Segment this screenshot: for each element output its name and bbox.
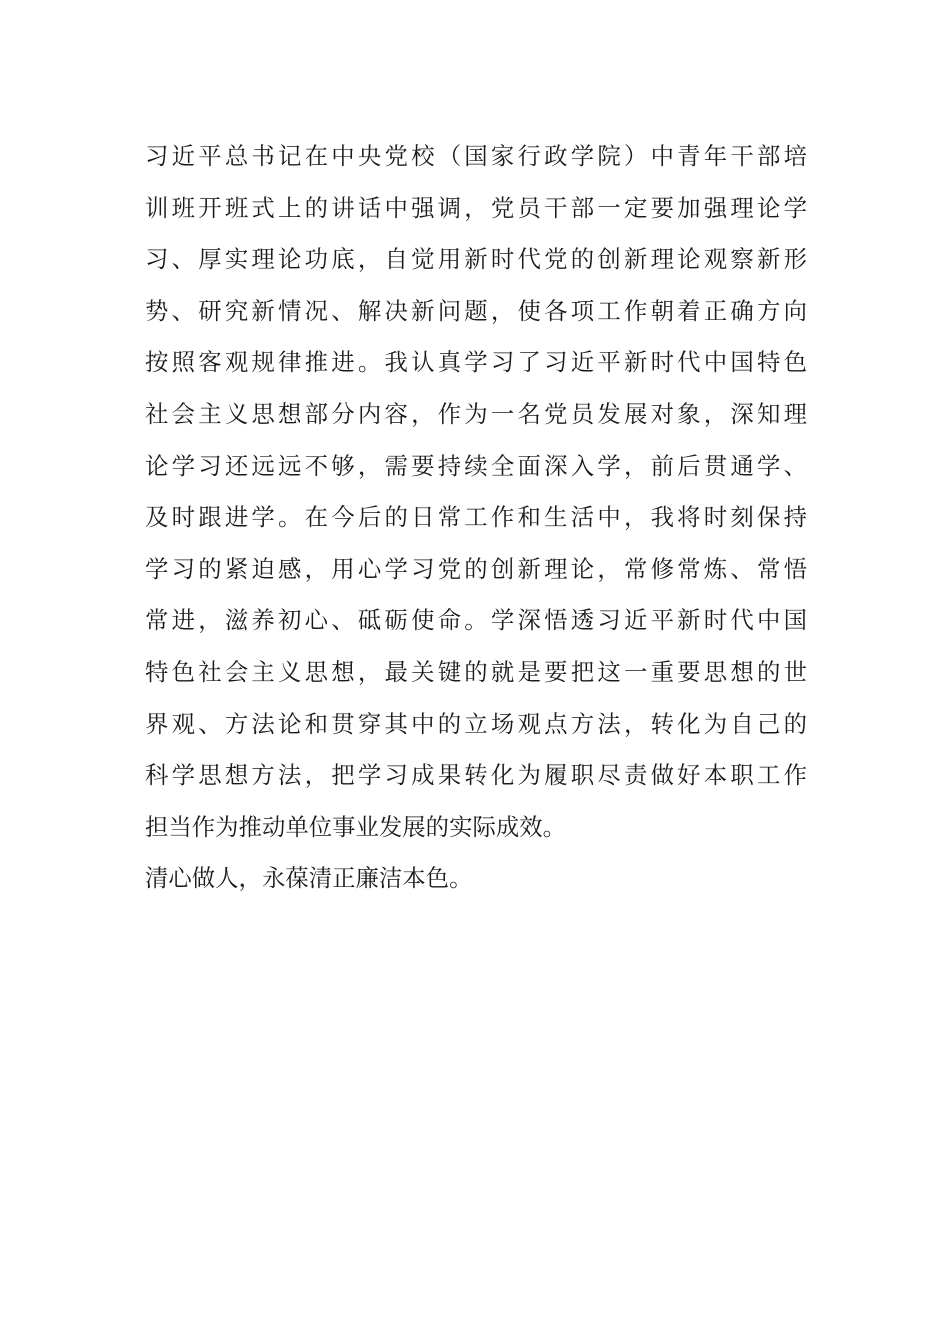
paragraph-integrity	[145, 853, 807, 905]
text-line: 社会主义思想部分内容，作为一名党员发展对象，深知理	[145, 399, 807, 428]
text-line: 论学习还远远不够，需要持续全面深入学，前后贯通学、	[145, 451, 807, 480]
text-line: 习、厚实理论功底，自觉用新时代党的创新理论观察新形	[145, 245, 807, 274]
text-line: 按照客观规律推进。我认真学习了习近平新时代中国特色	[145, 348, 807, 377]
text-line: 势、研究新情况、解决新问题，使各项工作朝着正确方向	[145, 296, 807, 325]
text-line: 学习的紧迫感，用心学习党的创新理论，常修常炼、常悟	[145, 554, 807, 583]
text-line: 常进，滋养初心、砥砺使命。学深悟透习近平新时代中国	[145, 606, 807, 635]
paragraph-study-reflection	[145, 131, 807, 853]
text-line: 科学思想方法，把学习成果转化为履职尽责做好本职工作	[145, 761, 807, 790]
text-line: 特色社会主义思想，最关键的就是要把这一重要思想的世	[145, 657, 807, 686]
text-line: 习近平总书记在中央党校（国家行政学院）中青年干部培	[145, 142, 807, 170]
text-line: 及时跟进学。在今后的日常工作和生活中，我将时刻保持	[145, 503, 807, 532]
text-line: 清心做人，永葆清正廉洁本色。	[145, 864, 473, 893]
text-line: 界观、方法论和贯穿其中的立场观点方法，转化为自己的	[145, 709, 807, 738]
document-body	[145, 131, 807, 905]
text-line: 担当作为推动单位事业发展的实际成效。	[145, 812, 567, 841]
text-line: 训班开班式上的讲话中强调，党员干部一定要加强理论学	[145, 193, 807, 222]
